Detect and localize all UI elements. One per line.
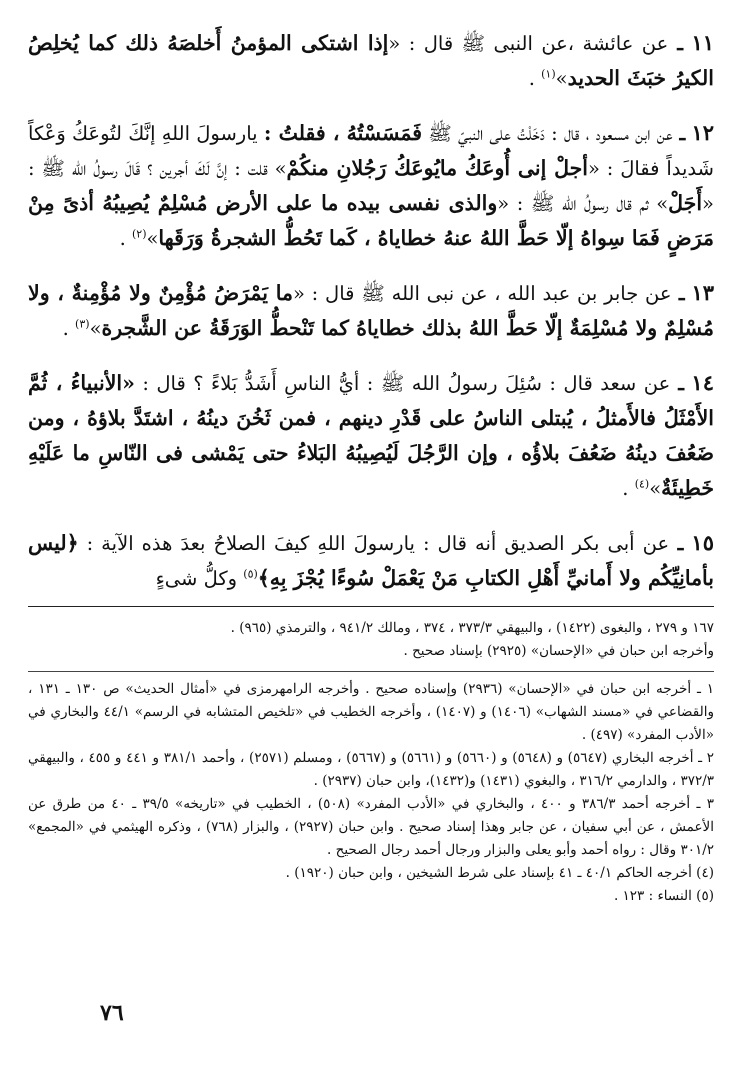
quote-close: » <box>649 477 662 500</box>
hadith-11 <box>28 26 714 96</box>
footnotes-continued <box>28 617 714 663</box>
hadith-text: » قلت : إنَّ لَكَ أجرين ؟ قَالَ رسولُ الله ﷺ : « <box>28 157 714 215</box>
dash: ـ <box>669 532 684 555</box>
footnote-ref: (٤) <box>634 477 650 491</box>
page-number: ٧٦ <box>100 1000 124 1026</box>
footnote-line: وأخرجه ابن حبان في «الإحسان» (٢٩٢٥) بإسناد صحيح . <box>403 643 714 659</box>
footnote-separator <box>28 671 714 672</box>
footnote-3: ٣ ـ أخرجه أحمد ٣٨٦/٣ و ٤٠٠ ، والبخاري في «الأدب المفرد» (٥٠٨) ، الخطيب في «تاريخه» ٣٩/٥ ـ ٤٠ من طرق عن الأعمش ، عن أبي سفيان ، عن جابر وهذا إسناد صحيح . وابن حبان (٢٩٢٧) ، والبزار (٧٦٨) ، وذكره الهيثمي في «المجمع» ٣٠١/٢ وقال : رواه أحمد وأبو يعلى والبزار ورجال أحمد رجال الصحيح . <box>28 796 714 858</box>
footnote-ref: (٥) <box>243 567 258 581</box>
dash: ـ <box>668 32 684 55</box>
page-body <box>28 26 714 916</box>
hadith-text: عن سعد قال : سُئِلَ رسولُ الله ﷺ : أيُّ الناسِ أَشَدُّ بَلاءً ؟ قال : <box>142 372 671 395</box>
footnote-ref: (٢) <box>131 227 147 241</box>
hadith-12 <box>28 116 714 256</box>
hadith-quote: أَجَلْ <box>668 191 703 215</box>
hadith-13 <box>28 276 714 346</box>
footnote-line: ١٦٧ و ٢٧٩ ، والبغوى (١٤٢٢) ، والبيهقي ٣٧٣/٣ ، ٣٧٤ ، ومالك ٩٤١/٢ ، والترمذي (٩٦٥) . <box>230 620 714 636</box>
footnote-2: ٢ ـ أخرجه البخاري (٥٦٤٧) و (٥٦٤٨) و (٥٦٦٠) و (٥٦٦١) و (٥٦٦٧) ، ومسلم (٢٥٧١) ، وأحمد ٣٨١/١ و ٤٤١ و ٤٥٥ ، والبيهقي ٣٧٢/٣ ، والدارمي ٣١٦/٢ ، والبغوي (١٤٣١) و(١٤٣٢)، وابن حبان (٢٩٣٧) . <box>28 750 715 789</box>
hadith-number: ١٤ <box>691 370 714 395</box>
hadith-quote: «الأنبياءُ ، ثُمَّ الأَمْثَلُ فالأَمثلُ ، يُبتلى الناسُ على قَدْرِ دينهم ، فمن ثَخُنَ دينُهُ ، اشتَدَّ بلاؤهُ ، ومن ضَعُفَ دينُهُ ضَعُفَ بلاؤُه ، وإن الرَّجُلَ لَيُصِيبُهُ البَلاءُ حتى يَمْشى فى النّاسِ ما عَلَيْهِ خَطِيئَةٌ <box>28 371 714 500</box>
hadith-text: يارسولَ اللهِ إنَّكَ لتُوعَكُ وَعْكاً شَديداً فقالَ : « <box>28 122 714 180</box>
dash: ـ <box>671 282 685 305</box>
quran-verse: ﴿ليس بأمانِيِّكُم ولا أَمانيِّ أَهْلِ الكتابِ مَنْ يَعْمَلْ سُوءًا يُجْزَ بِهِ﴾ <box>28 531 714 590</box>
footnote-4: (٤) أخرجه الحاكم ٤٠/١ ـ ٤١ بإسناد على شرط الشيخين ، وابن حبان (١٩٢٠) . <box>285 865 714 881</box>
quote-close: » <box>146 227 159 250</box>
hadith-14 <box>28 366 714 506</box>
period: . <box>119 227 132 250</box>
dash: ـ <box>672 122 686 145</box>
period: . <box>62 317 76 340</box>
hadith-quote: ما يَمْرَضُ مُؤْمِنٌ ولا مُؤْمِنةٌ ، ولا مُسْلِمٌ ولا مُسْلِمَةٌ إلّا حَطَّ اللهُ بذلك خطاياهُ كما تَنْحطُّ الوَرَقَةُ عن الشَّجرة <box>28 281 714 340</box>
hadith-text: وكلُّ شىءٍ <box>155 567 244 590</box>
hadith-number: ١٣ <box>691 280 714 305</box>
hadith-text: عن عائشة ،عن النبى ﷺ قال : « <box>388 32 669 55</box>
footnote-ref: (١) <box>541 67 556 81</box>
dash: ـ <box>670 372 684 395</box>
hadith-text: عن أبى بكر الصديق أنه قال : يارسولَ اللهِ كيفَ الصلاحُ بعدَ هذه الآية : <box>78 532 670 555</box>
hadith-number: ١٢ <box>691 120 714 145</box>
hadith-number: ١٥ <box>691 530 714 555</box>
footnote-divider <box>28 606 714 607</box>
hadith-quote: أجلْ إنى أُوعَكُ مايُوعَكُ رَجُلانِ منكُمْ <box>286 156 588 180</box>
footnote-1: ١ ـ أخرجه ابن حبان في «الإحسان» (٢٩٣٦) وإسناده صحيح . وأخرجه الرامهرمزى في «أمثال الحديث» ص ١٣٠ ـ ١٣١ ، والقضاعي في «مسند الشهاب» (١٤٠٦) و (١٤٠٧) ، وأخرجه الخطيب في «تلخيص المتشابه في الرسم» ٤٤/١ والبخاري في «الأدب المفرد» (٤٩٧) . <box>28 681 714 743</box>
hadith-text: عن جابر بن عبد الله ، عن نبى الله ﷺ قال : « <box>292 282 672 305</box>
footnote-ref: (٣) <box>75 317 90 331</box>
hadith-text: » ثم قال رسولُ الله ﷺ : « <box>497 192 669 215</box>
footnote-5: (٥) النساء : ١٢٣ . <box>613 888 714 904</box>
quote-close: » <box>89 317 102 340</box>
hadith-quote: والذى نفسى بيده ما على الأرض مُسْلِمٌ يُصِيبُهُ أذىً مِنْ مَرَضٍ فَمَا سِواهُ إلّا حَطَّ اللهُ عنهُ خطاياهُ ، كَما تَحُطُّ الشجرةُ وَرَقَها <box>28 191 714 250</box>
quote-close: » <box>555 67 568 90</box>
footnotes <box>28 678 714 908</box>
hadith-15 <box>28 526 714 596</box>
period: . <box>622 477 635 500</box>
hadith-number: ١١ <box>691 30 714 55</box>
hadith-quote: إذا اشتكى المؤمنُ أَخلصَهُ ذلك كما يُخلِصُ الكيرُ خبَثَ الحديد <box>28 31 714 90</box>
period: . <box>528 67 542 90</box>
hadith-text: عن ابن مسعود ، قال : دَخَلْتُ على النبيّ ﷺ <box>422 122 673 145</box>
hadith-text-bold: فَمَسَسْتُهُ ، فقلتُ : <box>263 121 423 145</box>
